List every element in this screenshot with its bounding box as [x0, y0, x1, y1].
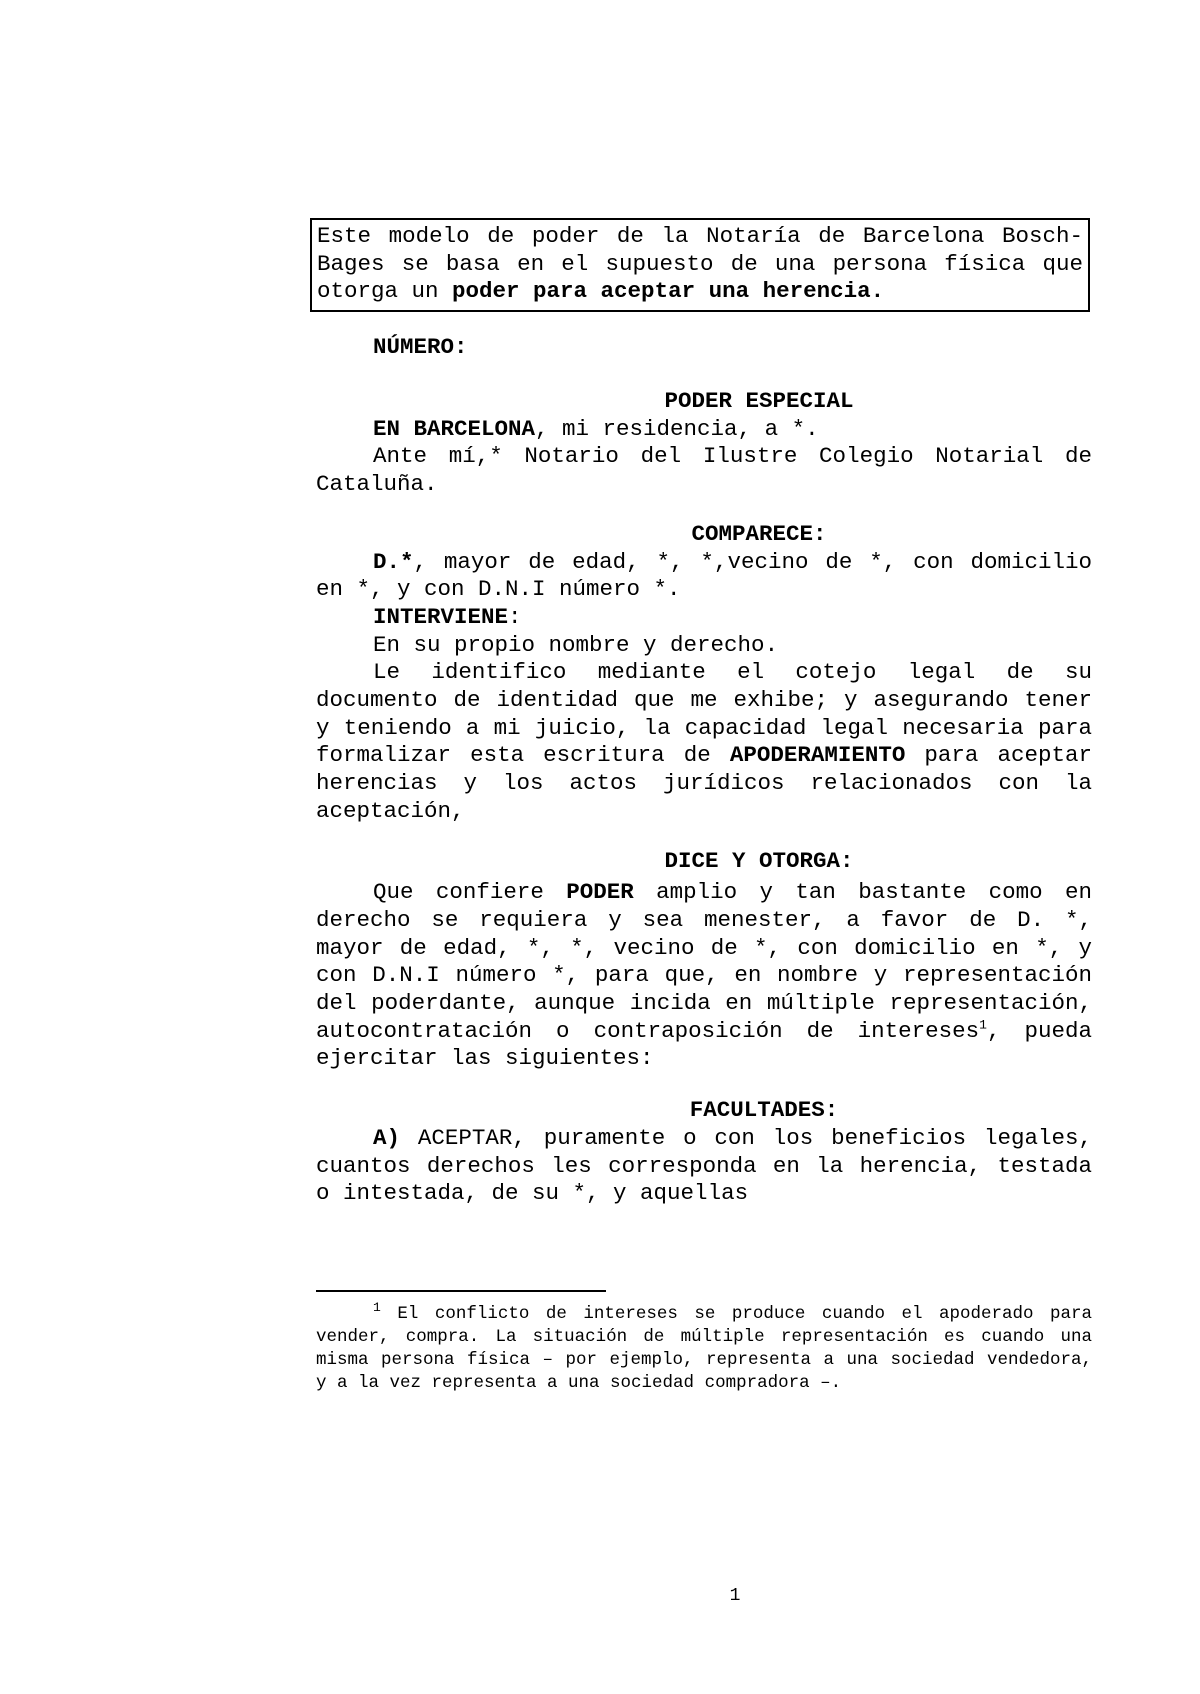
confiere-paragraph — [316, 879, 1092, 1073]
compareciente-paragraph — [316, 549, 1092, 604]
identification-paragraph — [316, 659, 1092, 825]
notice-text-bold: poder para aceptar una herencia. — [452, 278, 885, 305]
footnote-mark: 1 — [373, 1300, 381, 1316]
footnote-separator — [316, 1290, 606, 1292]
facultad-a-paragraph — [316, 1125, 1092, 1208]
place-rest: , mi residencia, a *. — [535, 415, 819, 442]
comparece-heading: COMPARECE: — [691, 520, 827, 547]
place-line — [316, 416, 1092, 444]
place-bold: EN BARCELONA — [373, 415, 536, 442]
main-body — [316, 388, 1092, 1208]
facultad-a-bold: A) — [373, 1124, 401, 1151]
interviene-bold: INTERVIENE — [373, 603, 509, 630]
confiere-part3: , pueda ejercitar las siguientes: — [316, 1017, 1092, 1072]
facultades-heading: FACULTADES: — [689, 1097, 839, 1124]
numero-label: NÚMERO: — [373, 334, 468, 360]
notary-line: Ante mí,* Notario del Ilustre Colegio Notarial de Cataluña. — [316, 443, 1092, 498]
compareciente-rest: , mayor de edad, *, *,vecino de *, con domicilio en *, y con D.N.I número *. — [316, 548, 1092, 603]
confiere-bold: PODER — [566, 879, 634, 906]
interviene-rest: : — [508, 603, 522, 630]
confiere-part2: amplio y tan bastante como en derecho se requiera y sea menester, a favor de D. *, mayor de edad, *, *, vecino de *, con domicilio en *, y con D.N.I número *, para que, en nombre y representación del poderdante, aunque incida en múltiple representación, autocontratación o contraposición de intereses — [316, 879, 1092, 1044]
compareciente-bold: D.* — [373, 548, 414, 575]
identification-bold: APODERAMIENTO — [729, 742, 906, 769]
notice-text — [317, 223, 1083, 306]
footnote-reference[interactable]: 1 — [979, 1017, 987, 1033]
page-number: 1 — [729, 1586, 741, 1606]
footnote-text: El conflicto de intereses se produce cuando el apoderado para vender, compra. La situación de múltiple representación es cuando una misma persona física – por ejemplo, representa a una sociedad vendedora, y a la vez representa a una sociedad compradora –. — [316, 1304, 1092, 1393]
numero-block — [316, 334, 1092, 362]
notice-text-plain: Este modelo de poder de la Notaría de Barcelona Bosch-Bages se basa en el supuesto de una persona física que otorga un — [317, 223, 1083, 305]
interviene-line — [316, 604, 1092, 632]
identification-part1: Le identifico mediante el cotejo legal de su documento de identidad que me exhibe; y asegurando tener y teniendo a mi juicio, la capacidad legal necesaria para formalizar esta escritura de — [316, 659, 1092, 769]
confiere-part1: Que confiere — [373, 879, 567, 906]
notice-box — [310, 218, 1090, 312]
interviene-text: En su propio nombre y derecho. — [373, 631, 779, 658]
identification-part2: para aceptar herencias y los actos jurídicos relacionados con la aceptación, — [316, 742, 1092, 824]
dice-heading: DICE Y OTORGA: — [664, 847, 854, 874]
footnote — [316, 1300, 1092, 1395]
doc-title: PODER ESPECIAL — [664, 388, 854, 414]
facultad-a-rest: ACEPTAR, puramente o con los beneficios legales, cuantos derechos les corresponda en la herencia, testada o intestada, de su *, y aquellas — [316, 1124, 1092, 1207]
